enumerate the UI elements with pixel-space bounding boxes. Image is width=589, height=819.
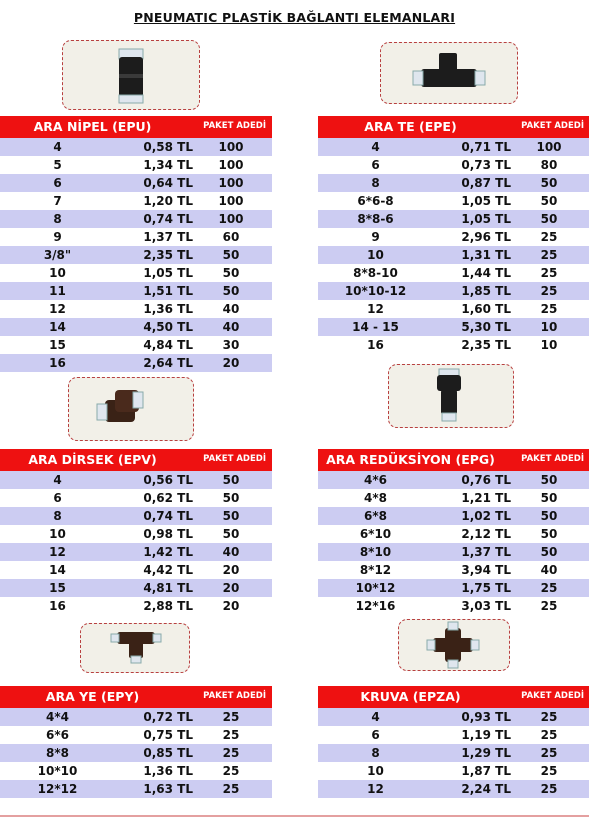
pack-qty-cell: 10 bbox=[540, 338, 558, 352]
pack-qty-cell: 20 bbox=[222, 563, 240, 577]
price-cell: 0,85 TL bbox=[143, 746, 193, 760]
table-row bbox=[318, 174, 589, 192]
pack-qty-cell: 25 bbox=[540, 266, 558, 280]
size-cell: 4 bbox=[53, 473, 62, 487]
table-row bbox=[0, 579, 272, 597]
size-cell: 14 bbox=[49, 563, 66, 577]
size-cell: 6 bbox=[371, 728, 380, 742]
union-photo bbox=[62, 40, 200, 110]
size-cell: 14 bbox=[49, 320, 66, 334]
price-cell: 0,56 TL bbox=[143, 473, 193, 487]
section-header bbox=[0, 116, 272, 138]
table-row bbox=[0, 138, 272, 156]
size-cell: 12*16 bbox=[355, 599, 396, 613]
price-cell: 2,64 TL bbox=[143, 356, 193, 370]
pack-qty-cell: 50 bbox=[222, 248, 240, 262]
price-cell: 1,60 TL bbox=[461, 302, 511, 316]
table-row bbox=[0, 762, 272, 780]
pack-qty-cell: 50 bbox=[222, 266, 240, 280]
section-title: ARA NİPEL (EPU) bbox=[33, 119, 152, 134]
size-cell: 3/8" bbox=[43, 248, 72, 262]
size-cell: 7 bbox=[53, 194, 62, 208]
table-row bbox=[318, 228, 589, 246]
pack-quantity-label: PAKET ADEDİ bbox=[521, 691, 584, 701]
pack-qty-cell: 50 bbox=[222, 527, 240, 541]
price-cell: 0,72 TL bbox=[143, 710, 193, 724]
table-row bbox=[318, 300, 589, 318]
table-row bbox=[0, 264, 272, 282]
tee-fitting-icon bbox=[381, 43, 517, 103]
elbow-fitting-icon bbox=[69, 378, 193, 440]
price-cell: 1,36 TL bbox=[143, 764, 193, 778]
table-row bbox=[0, 708, 272, 726]
table-row bbox=[318, 210, 589, 228]
size-cell: 10 bbox=[367, 764, 384, 778]
section-title: ARA DİRSEK (EPV) bbox=[28, 452, 157, 467]
pack-qty-cell: 50 bbox=[540, 176, 558, 190]
table-row bbox=[0, 282, 272, 300]
price-cell: 4,42 TL bbox=[143, 563, 193, 577]
table-row bbox=[0, 780, 272, 798]
size-cell: 8 bbox=[53, 509, 62, 523]
section-title: ARA YE (EPY) bbox=[45, 689, 140, 704]
size-cell: 8 bbox=[371, 176, 380, 190]
table-row bbox=[0, 561, 272, 579]
price-cell: 0,87 TL bbox=[461, 176, 511, 190]
price-cell: 4,84 TL bbox=[143, 338, 193, 352]
pack-qty-cell: 80 bbox=[540, 158, 558, 172]
price-cell: 1,75 TL bbox=[461, 581, 511, 595]
price-cell: 2,24 TL bbox=[461, 782, 511, 796]
price-cell: 0,73 TL bbox=[461, 158, 511, 172]
table-row bbox=[318, 525, 589, 543]
pack-qty-cell: 30 bbox=[222, 338, 240, 352]
pack-qty-cell: 50 bbox=[540, 509, 558, 523]
y-fitting-icon bbox=[81, 624, 189, 672]
page-title: PNEUMATIC PLASTİK BAĞLANTI ELEMANLARI bbox=[133, 10, 456, 25]
price-cell: 5,30 TL bbox=[461, 320, 511, 334]
pack-qty-cell: 100 bbox=[218, 212, 244, 226]
price-cell: 2,35 TL bbox=[461, 338, 511, 352]
size-cell: 12 bbox=[367, 782, 384, 796]
price-cell: 1,63 TL bbox=[143, 782, 193, 796]
pack-qty-cell: 25 bbox=[540, 581, 558, 595]
size-cell: 6*6 bbox=[46, 728, 69, 742]
price-cell: 2,88 TL bbox=[143, 599, 193, 613]
pack-qty-cell: 20 bbox=[222, 356, 240, 370]
section-header bbox=[0, 449, 272, 471]
price-cell: 1,36 TL bbox=[143, 302, 193, 316]
size-cell: 6 bbox=[53, 176, 62, 190]
table-row bbox=[0, 318, 272, 336]
size-cell: 4 bbox=[53, 140, 62, 154]
pack-qty-cell: 25 bbox=[222, 746, 240, 760]
price-cell: 1,51 TL bbox=[143, 284, 193, 298]
size-cell: 10*10 bbox=[37, 764, 78, 778]
size-cell: 10 bbox=[367, 248, 384, 262]
section-ara-dirsek bbox=[0, 449, 272, 615]
size-cell: 11 bbox=[49, 284, 66, 298]
size-cell: 12*12 bbox=[37, 782, 78, 796]
section-ara-te bbox=[318, 116, 589, 354]
size-cell: 4*4 bbox=[46, 710, 69, 724]
pack-qty-cell: 40 bbox=[222, 320, 240, 334]
size-cell: 6*8 bbox=[364, 509, 387, 523]
pack-qty-cell: 40 bbox=[540, 563, 558, 577]
pack-qty-cell: 10 bbox=[540, 320, 558, 334]
table-row bbox=[0, 726, 272, 744]
size-cell: 10 bbox=[49, 266, 66, 280]
price-cell: 3,03 TL bbox=[461, 599, 511, 613]
table-row bbox=[0, 300, 272, 318]
size-cell: 8*10 bbox=[359, 545, 392, 559]
table-row bbox=[318, 138, 589, 156]
price-cell: 0,74 TL bbox=[143, 212, 193, 226]
elbow-photo bbox=[68, 377, 194, 441]
table-row bbox=[0, 210, 272, 228]
pack-qty-cell: 20 bbox=[222, 581, 240, 595]
pack-quantity-label: PAKET ADEDİ bbox=[521, 121, 584, 131]
table-row bbox=[0, 354, 272, 372]
price-cell: 2,12 TL bbox=[461, 527, 511, 541]
y-photo bbox=[80, 623, 190, 673]
price-cell: 1,34 TL bbox=[143, 158, 193, 172]
price-cell: 1,87 TL bbox=[461, 764, 511, 778]
table-row bbox=[0, 471, 272, 489]
section-title: ARA REDÜKSİYON (EPG) bbox=[326, 452, 495, 467]
pack-quantity-label: PAKET ADEDİ bbox=[521, 454, 584, 464]
pack-qty-cell: 50 bbox=[540, 194, 558, 208]
size-cell: 6*10 bbox=[359, 527, 392, 541]
pack-qty-cell: 100 bbox=[218, 140, 244, 154]
table-row bbox=[318, 336, 589, 354]
table-row bbox=[318, 762, 589, 780]
size-cell: 12 bbox=[367, 302, 384, 316]
size-cell: 8*12 bbox=[359, 563, 392, 577]
size-cell: 6 bbox=[371, 158, 380, 172]
pack-qty-cell: 25 bbox=[540, 746, 558, 760]
price-cell: 0,71 TL bbox=[461, 140, 511, 154]
size-cell: 16 bbox=[49, 356, 66, 370]
size-cell: 8 bbox=[53, 212, 62, 226]
price-cell: 1,37 TL bbox=[143, 230, 193, 244]
size-cell: 8*8-6 bbox=[357, 212, 394, 226]
price-cell: 1,37 TL bbox=[461, 545, 511, 559]
pack-qty-cell: 50 bbox=[540, 491, 558, 505]
pack-qty-cell: 25 bbox=[540, 599, 558, 613]
table-row bbox=[318, 543, 589, 561]
price-cell: 1,02 TL bbox=[461, 509, 511, 523]
price-cell: 1,31 TL bbox=[461, 248, 511, 262]
table-row bbox=[318, 744, 589, 762]
price-cell: 0,98 TL bbox=[143, 527, 193, 541]
pack-qty-cell: 50 bbox=[540, 545, 558, 559]
cross-photo bbox=[398, 619, 510, 671]
section-header bbox=[318, 116, 589, 138]
price-cell: 0,76 TL bbox=[461, 473, 511, 487]
table-row bbox=[0, 156, 272, 174]
price-cell: 3,94 TL bbox=[461, 563, 511, 577]
section-ara-nipel bbox=[0, 116, 272, 372]
size-cell: 15 bbox=[49, 581, 66, 595]
size-cell: 8*8 bbox=[46, 746, 69, 760]
section-header bbox=[0, 686, 272, 708]
price-cell: 0,58 TL bbox=[143, 140, 193, 154]
tee-photo bbox=[380, 42, 518, 104]
pack-qty-cell: 25 bbox=[540, 302, 558, 316]
cross-fitting-icon bbox=[399, 620, 509, 670]
pack-quantity-label: PAKET ADEDİ bbox=[203, 454, 266, 464]
reducer-photo bbox=[388, 364, 514, 428]
pack-qty-cell: 50 bbox=[222, 473, 240, 487]
size-cell: 10*12 bbox=[355, 581, 396, 595]
pack-qty-cell: 50 bbox=[222, 509, 240, 523]
size-cell: 4*6 bbox=[364, 473, 387, 487]
pack-qty-cell: 50 bbox=[540, 527, 558, 541]
table-row bbox=[318, 780, 589, 798]
table-row bbox=[0, 246, 272, 264]
table-row bbox=[0, 489, 272, 507]
section-kruva bbox=[318, 686, 589, 798]
price-cell: 1,42 TL bbox=[143, 545, 193, 559]
price-cell: 1,05 TL bbox=[461, 212, 511, 226]
table-row bbox=[318, 726, 589, 744]
size-cell: 4 bbox=[371, 140, 380, 154]
pack-qty-cell: 100 bbox=[536, 140, 562, 154]
size-cell: 15 bbox=[49, 338, 66, 352]
table-row bbox=[0, 507, 272, 525]
size-cell: 16 bbox=[49, 599, 66, 613]
reducer-fitting-icon bbox=[389, 365, 513, 427]
pack-qty-cell: 25 bbox=[222, 710, 240, 724]
size-cell: 12 bbox=[49, 302, 66, 316]
table-row bbox=[318, 471, 589, 489]
size-cell: 12 bbox=[49, 545, 66, 559]
size-cell: 5 bbox=[53, 158, 62, 172]
table-row bbox=[0, 336, 272, 354]
pack-qty-cell: 100 bbox=[218, 194, 244, 208]
pack-qty-cell: 100 bbox=[218, 158, 244, 172]
table-row bbox=[318, 597, 589, 615]
price-cell: 0,93 TL bbox=[461, 710, 511, 724]
section-header bbox=[318, 686, 589, 708]
price-cell: 2,35 TL bbox=[143, 248, 193, 262]
pack-qty-cell: 25 bbox=[540, 764, 558, 778]
pack-qty-cell: 25 bbox=[540, 284, 558, 298]
price-cell: 4,50 TL bbox=[143, 320, 193, 334]
price-cell: 0,74 TL bbox=[143, 509, 193, 523]
table-row bbox=[0, 597, 272, 615]
table-row bbox=[0, 543, 272, 561]
table-row bbox=[318, 156, 589, 174]
size-cell: 9 bbox=[53, 230, 62, 244]
pack-qty-cell: 25 bbox=[540, 248, 558, 262]
size-cell: 10 bbox=[49, 527, 66, 541]
pack-qty-cell: 40 bbox=[222, 302, 240, 316]
price-cell: 4,81 TL bbox=[143, 581, 193, 595]
pack-qty-cell: 25 bbox=[222, 728, 240, 742]
pack-qty-cell: 50 bbox=[222, 284, 240, 298]
price-cell: 0,62 TL bbox=[143, 491, 193, 505]
table-row bbox=[0, 228, 272, 246]
section-ara-reduksiyon bbox=[318, 449, 589, 615]
pack-qty-cell: 50 bbox=[540, 473, 558, 487]
price-cell: 1,29 TL bbox=[461, 746, 511, 760]
price-cell: 2,96 TL bbox=[461, 230, 511, 244]
price-cell: 0,75 TL bbox=[143, 728, 193, 742]
pack-quantity-label: PAKET ADEDİ bbox=[203, 691, 266, 701]
pack-qty-cell: 25 bbox=[540, 230, 558, 244]
size-cell: 9 bbox=[371, 230, 380, 244]
size-cell: 10*10-12 bbox=[344, 284, 407, 298]
pack-quantity-label: PAKET ADEDİ bbox=[203, 121, 266, 131]
pack-qty-cell: 60 bbox=[222, 230, 240, 244]
bottom-divider bbox=[0, 815, 589, 817]
table-row bbox=[318, 579, 589, 597]
pack-qty-cell: 25 bbox=[222, 764, 240, 778]
price-cell: 0,64 TL bbox=[143, 176, 193, 190]
pack-qty-cell: 50 bbox=[222, 491, 240, 505]
size-cell: 4 bbox=[371, 710, 380, 724]
price-cell: 1,20 TL bbox=[143, 194, 193, 208]
table-row bbox=[318, 489, 589, 507]
table-row bbox=[318, 282, 589, 300]
pack-qty-cell: 25 bbox=[540, 728, 558, 742]
pack-qty-cell: 25 bbox=[540, 710, 558, 724]
table-row bbox=[318, 264, 589, 282]
table-row bbox=[318, 318, 589, 336]
pack-qty-cell: 40 bbox=[222, 545, 240, 559]
table-row bbox=[0, 174, 272, 192]
price-cell: 1,21 TL bbox=[461, 491, 511, 505]
section-title: KRUVA (EPZA) bbox=[360, 689, 461, 704]
section-header bbox=[318, 449, 589, 471]
table-row bbox=[0, 192, 272, 210]
pack-qty-cell: 20 bbox=[222, 599, 240, 613]
size-cell: 8 bbox=[371, 746, 380, 760]
table-row bbox=[318, 507, 589, 525]
table-row bbox=[318, 192, 589, 210]
size-cell: 16 bbox=[367, 338, 384, 352]
pack-qty-cell: 25 bbox=[540, 782, 558, 796]
pack-qty-cell: 25 bbox=[222, 782, 240, 796]
section-title: ARA TE (EPE) bbox=[364, 119, 457, 134]
price-cell: 1,85 TL bbox=[461, 284, 511, 298]
section-ara-ye bbox=[0, 686, 272, 798]
size-cell: 6 bbox=[53, 491, 62, 505]
size-cell: 6*6-8 bbox=[357, 194, 394, 208]
price-cell: 1,19 TL bbox=[461, 728, 511, 742]
size-cell: 4*8 bbox=[364, 491, 387, 505]
table-row bbox=[318, 561, 589, 579]
table-row bbox=[318, 708, 589, 726]
table-row bbox=[0, 744, 272, 762]
pack-qty-cell: 50 bbox=[540, 212, 558, 226]
table-row bbox=[318, 246, 589, 264]
price-cell: 1,44 TL bbox=[461, 266, 511, 280]
size-cell: 14 - 15 bbox=[352, 320, 399, 334]
straight-union-fitting-icon bbox=[63, 41, 199, 109]
price-cell: 1,05 TL bbox=[461, 194, 511, 208]
pack-qty-cell: 100 bbox=[218, 176, 244, 190]
price-cell: 1,05 TL bbox=[143, 266, 193, 280]
size-cell: 8*8-10 bbox=[353, 266, 398, 280]
table-row bbox=[0, 525, 272, 543]
